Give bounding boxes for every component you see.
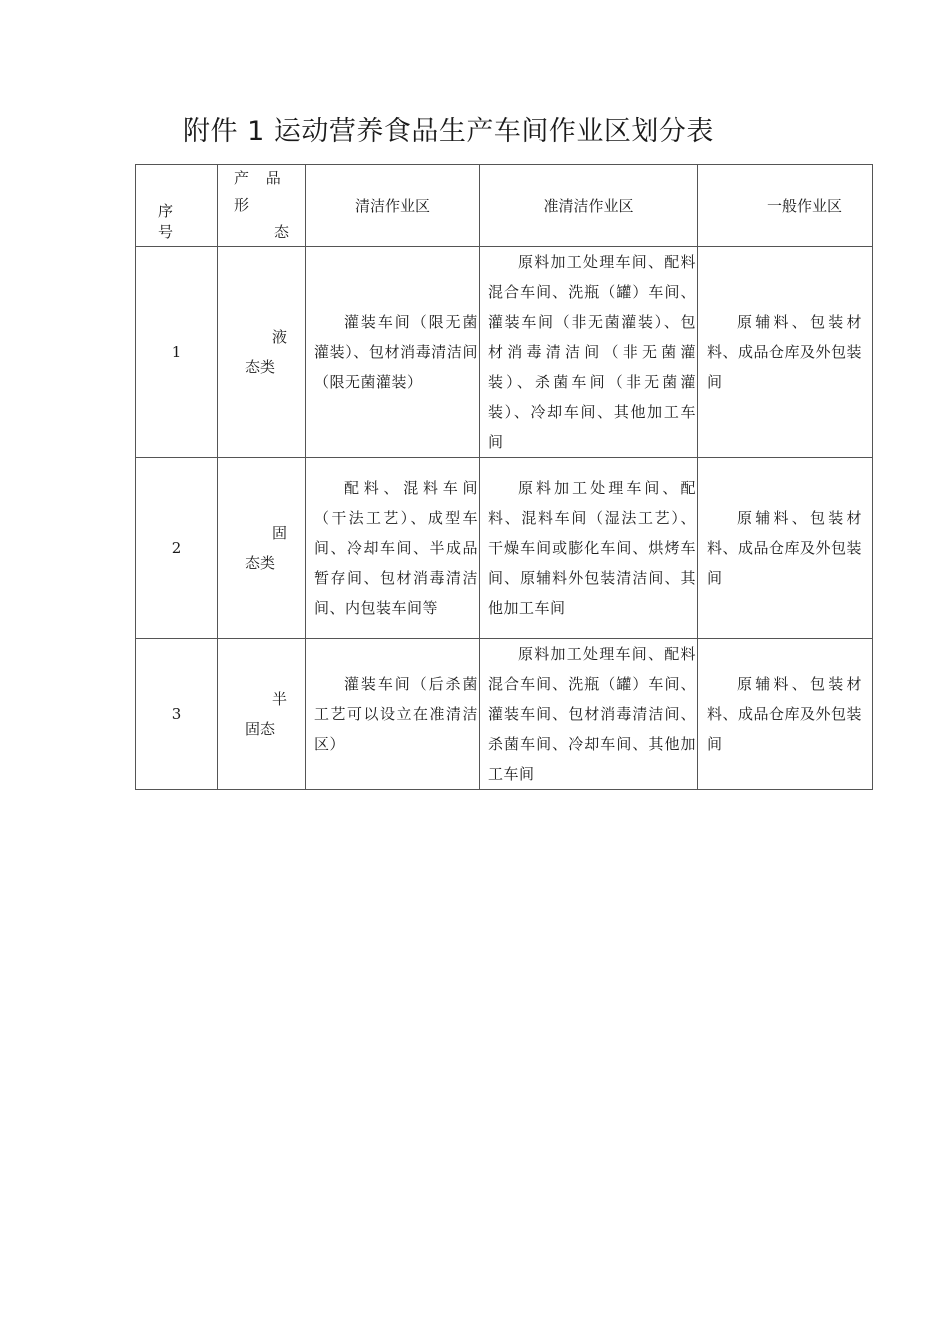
row-clean-zone: 灌装车间（后杀菌工艺可以设立在准清洁区） (306, 639, 480, 790)
document-title: 附件 1 运动营养食品生产车间作业区划分表 (183, 116, 714, 147)
row-clean-zone: 灌装车间（限无菌灌装）、包材消毒清洁间（限无菌灌装） (306, 247, 480, 458)
header-semi-clean-zone: 准清洁作业区 (480, 165, 698, 247)
header-clean-zone: 清洁作业区 (306, 165, 480, 247)
row-general-zone: 原辅料、包装材料、成品仓库及外包装间 (698, 458, 873, 639)
row-semi-clean-zone: 原料加工处理车间、配料混合车间、洗瓶（罐）车间、灌装车间（非无菌灌装）、包材消毒清洁间（非无菌灌装）、杀菌车间（非无菌灌装）、冷却车间、其他加工车间 (480, 247, 698, 458)
row-clean-zone: 配料、混料车间（干法工艺）、成型车间、冷却车间、半成品暂存间、包材消毒清洁间、内包装车间等 (306, 458, 480, 639)
table-row (136, 639, 873, 790)
row-product-form: 固 态类 (218, 458, 306, 639)
table-row (136, 247, 873, 458)
row-product-form: 半 固态 (218, 639, 306, 790)
row-semi-clean-zone: 原料加工处理车间、配料、混料车间（湿法工艺）、干燥车间或膨化车间、烘烤车间、原辅料外包装清洁间、其他加工车间 (480, 458, 698, 639)
row-product-form: 液 态类 (218, 247, 306, 458)
header-product-form: 产 品形 态 (218, 165, 306, 247)
table-row (136, 458, 873, 639)
row-general-zone: 原辅料、包装材料、成品仓库及外包装间 (698, 247, 873, 458)
row-semi-clean-zone: 原料加工处理车间、配料混合车间、洗瓶（罐）车间、灌装车间、包材消毒清洁间、杀菌车间、冷却车间、其他加工车间 (480, 639, 698, 790)
zone-division-table (135, 164, 873, 790)
header-seq: 序 号 (136, 165, 218, 247)
header-general-zone: 一般作业区 (698, 165, 873, 247)
row-seq: 1 (136, 247, 218, 458)
table-header-row (136, 165, 873, 247)
row-seq: 2 (136, 458, 218, 639)
row-general-zone: 原辅料、包装材料、成品仓库及外包装间 (698, 639, 873, 790)
row-seq: 3 (136, 639, 218, 790)
